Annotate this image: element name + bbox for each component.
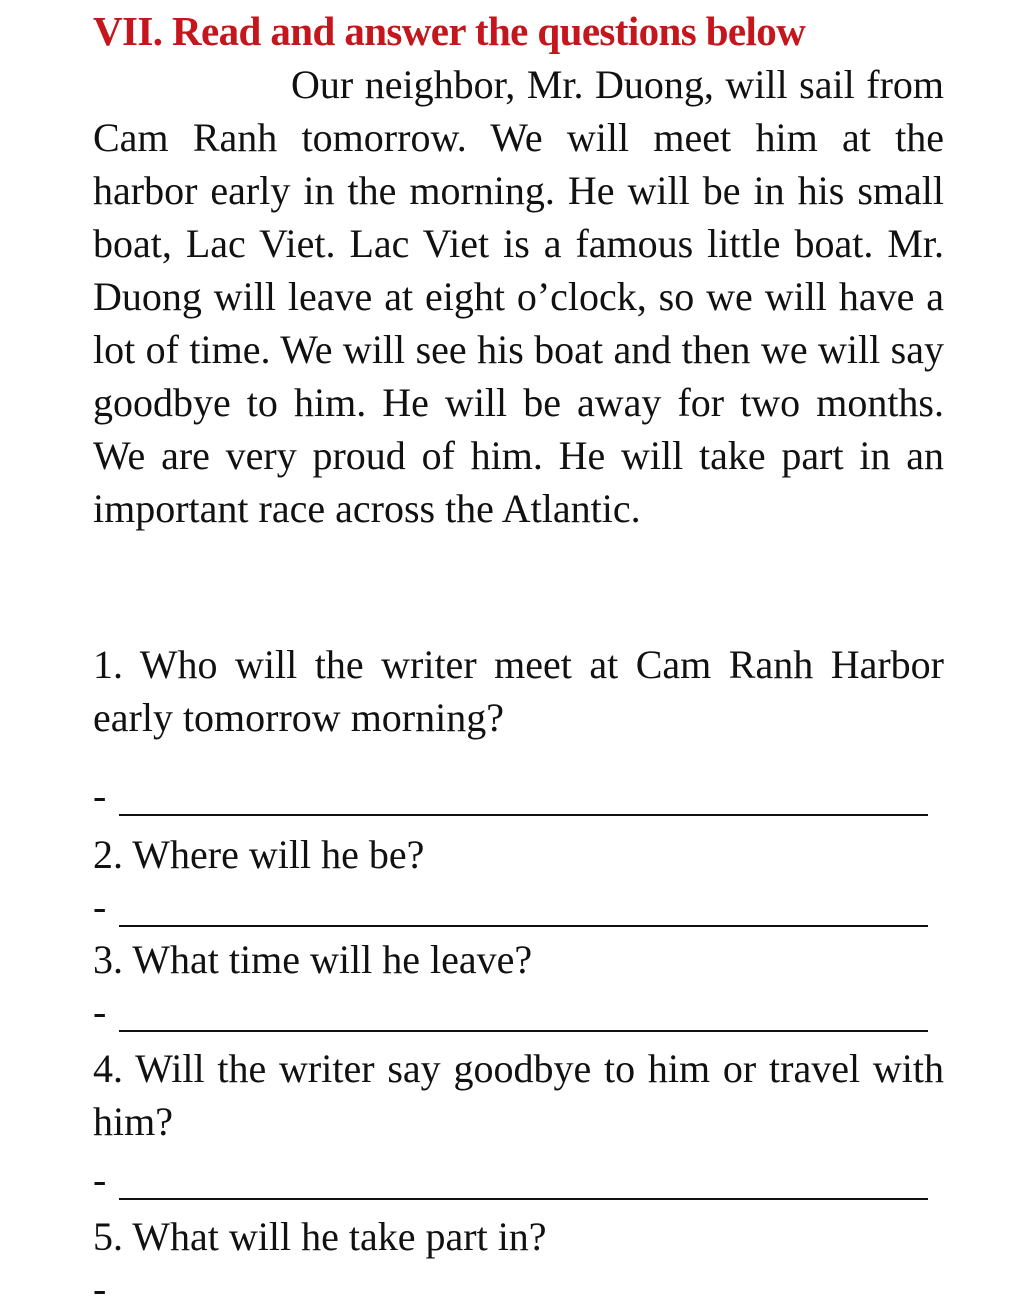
answer-line[interactable] xyxy=(93,770,944,822)
question-text: 3. What time will he leave? xyxy=(93,937,533,982)
answer-dash: - xyxy=(93,1266,107,1311)
section-title: VII. Read and answer the questions below xyxy=(93,8,806,54)
answer-dash: - xyxy=(93,1157,107,1202)
question-item xyxy=(93,638,944,744)
cropped-previous-line xyxy=(230,0,290,4)
question-item xyxy=(93,828,944,881)
answer-blank[interactable] xyxy=(119,1030,928,1032)
answer-line[interactable] xyxy=(93,986,944,1038)
answer-dash: - xyxy=(93,884,107,929)
question-list xyxy=(93,638,944,1315)
answer-blank[interactable] xyxy=(119,814,928,816)
answer-line[interactable] xyxy=(93,1154,944,1206)
question-text: 1. Who will the writer meet at Cam Ranh Harbor early tomorrow morning? xyxy=(93,642,944,740)
answer-line[interactable] xyxy=(93,881,944,933)
question-text: 5. What will he take part in? xyxy=(93,1214,547,1259)
question-text: 4. Will the writer say goodbye to him or travel with him? xyxy=(93,1046,944,1144)
answer-blank[interactable] xyxy=(119,1198,928,1200)
answer-line[interactable] xyxy=(93,1263,944,1315)
answer-blank[interactable] xyxy=(119,925,928,927)
question-item xyxy=(93,933,944,986)
question-item xyxy=(93,1210,944,1263)
reading-passage: Our neighbor, Mr. Duong, will sail from Cam Ranh tomorrow. We will meet him at the harbor early in the morning. He will be in his small boat, Lac Viet. Lac Viet is a famous little boat. Mr. Duong will leave at eight o’clock, so we will have a lot of time. We will see his boat and then we will say goodbye to him. He will be away for two months. We are very proud of him. He will take part in an important race across the Atlantic. xyxy=(93,62,944,531)
answer-dash: - xyxy=(93,989,107,1034)
answer-dash: - xyxy=(93,773,107,818)
question-text: 2. Where will he be? xyxy=(93,832,425,877)
question-item xyxy=(93,1042,944,1148)
